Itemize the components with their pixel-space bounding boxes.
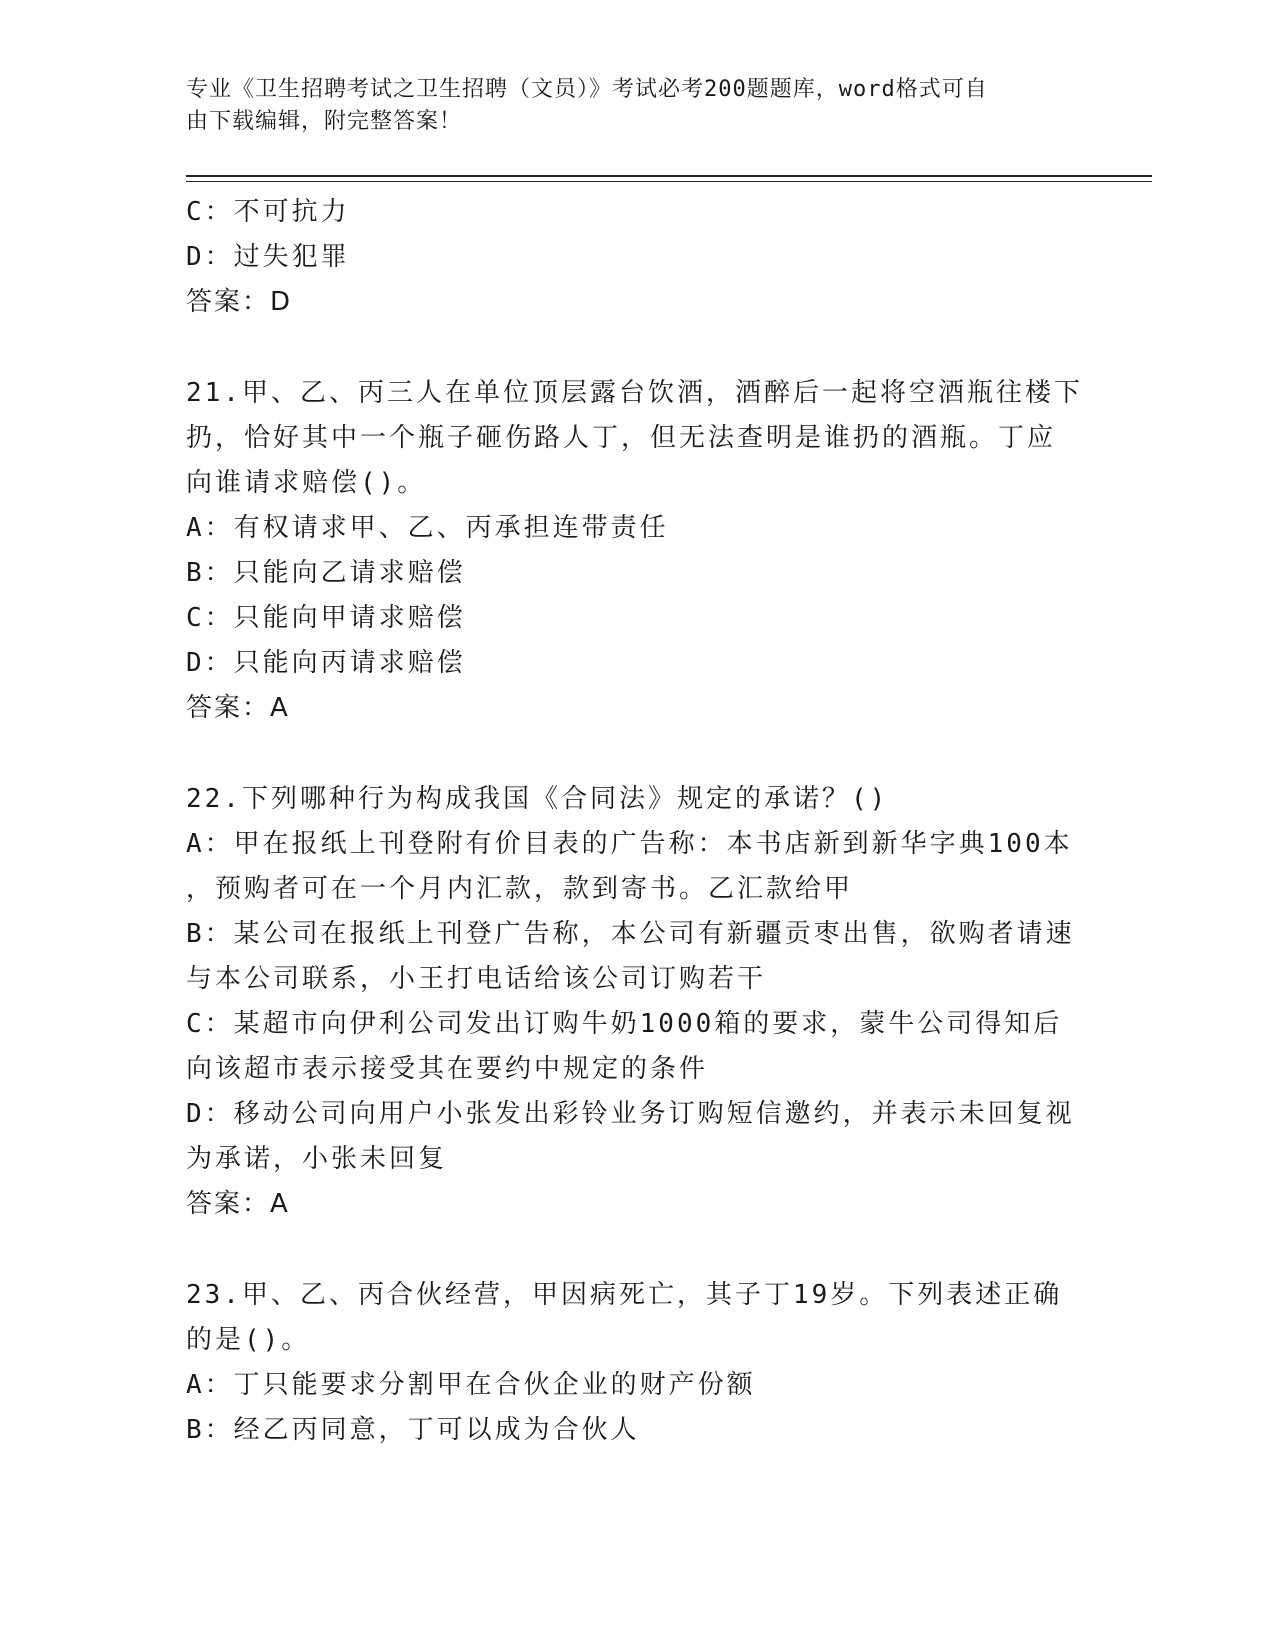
option-b: B：经乙丙同意，丁可以成为合伙人 xyxy=(186,1415,640,1445)
option-d: D：过失犯罪 xyxy=(186,242,350,272)
option-c-line: C：某超市向伊利公司发出订购牛奶1000箱的要求，蒙牛公司得知后 xyxy=(186,1009,1063,1039)
answer: 答案：D xyxy=(186,287,293,317)
header-line-1: 专业《卫生招聘考试之卫生招聘（文员）》考试必考200题题库，word格式可自 xyxy=(186,77,988,102)
option-c: C：只能向甲请求赔偿 xyxy=(186,603,466,633)
document-header xyxy=(186,74,1066,138)
question-stem-line: 扔，恰好其中一个瓶子砸伤路人丁，但无法查明是谁扔的酒瓶。丁应 xyxy=(186,423,1057,453)
header-line-2: 由下载编辑，附完整答案！ xyxy=(186,109,463,134)
option-b-line: 与本公司联系，小王打电话给该公司订购若干 xyxy=(186,964,767,994)
option-a-line: A：甲在报纸上刊登附有价目表的广告称：本书店新到新华字典100本 xyxy=(186,829,1073,859)
previous-question xyxy=(186,190,1086,325)
option-d-line: 为承诺，小张未回复 xyxy=(186,1144,448,1174)
question-21 xyxy=(186,371,1086,731)
option-b: B：只能向乙请求赔偿 xyxy=(186,558,466,588)
answer: 答案：A xyxy=(186,693,290,723)
option-b-line: B：某公司在报纸上刊登广告称，本公司有新疆贡枣出售，欲购者请速 xyxy=(186,919,1075,949)
option-a-line: ，预购者可在一个月内汇款，款到寄书。乙汇款给甲 xyxy=(186,874,854,904)
question-stem-line: 的是()。 xyxy=(186,1325,311,1355)
spacer xyxy=(186,325,1086,371)
option-c: C：不可抗力 xyxy=(186,197,350,227)
header-rule-thick xyxy=(186,175,1152,177)
question-stem-line: 23.甲、乙、丙合伙经营，甲因病死亡，其子丁19岁。下列表述正确 xyxy=(186,1280,1063,1310)
document-body xyxy=(186,190,1086,1453)
option-a: A：有权请求甲、乙、丙承担连带责任 xyxy=(186,513,669,543)
question-stem-line: 向谁请求赔偿()。 xyxy=(186,468,427,498)
question-stem-line: 22.下列哪种行为构成我国《合同法》规定的承诺？() xyxy=(186,784,889,814)
spacer xyxy=(186,731,1086,777)
question-23 xyxy=(186,1273,1086,1453)
option-d-line: D：移动公司向用户小张发出彩铃业务订购短信邀约，并表示未回复视 xyxy=(186,1099,1075,1129)
option-a: A：丁只能要求分割甲在合伙企业的财产份额 xyxy=(186,1370,756,1400)
option-c-line: 向该超市表示接受其在要约中规定的条件 xyxy=(186,1054,709,1084)
header-rule-thin xyxy=(186,181,1152,182)
spacer xyxy=(186,1227,1086,1273)
question-stem-line: 21.甲、乙、丙三人在单位顶层露台饮酒，酒醉后一起将空酒瓶往楼下 xyxy=(186,378,1083,408)
answer: 答案：A xyxy=(186,1189,290,1219)
option-d: D：只能向丙请求赔偿 xyxy=(186,648,466,678)
question-22 xyxy=(186,777,1086,1227)
